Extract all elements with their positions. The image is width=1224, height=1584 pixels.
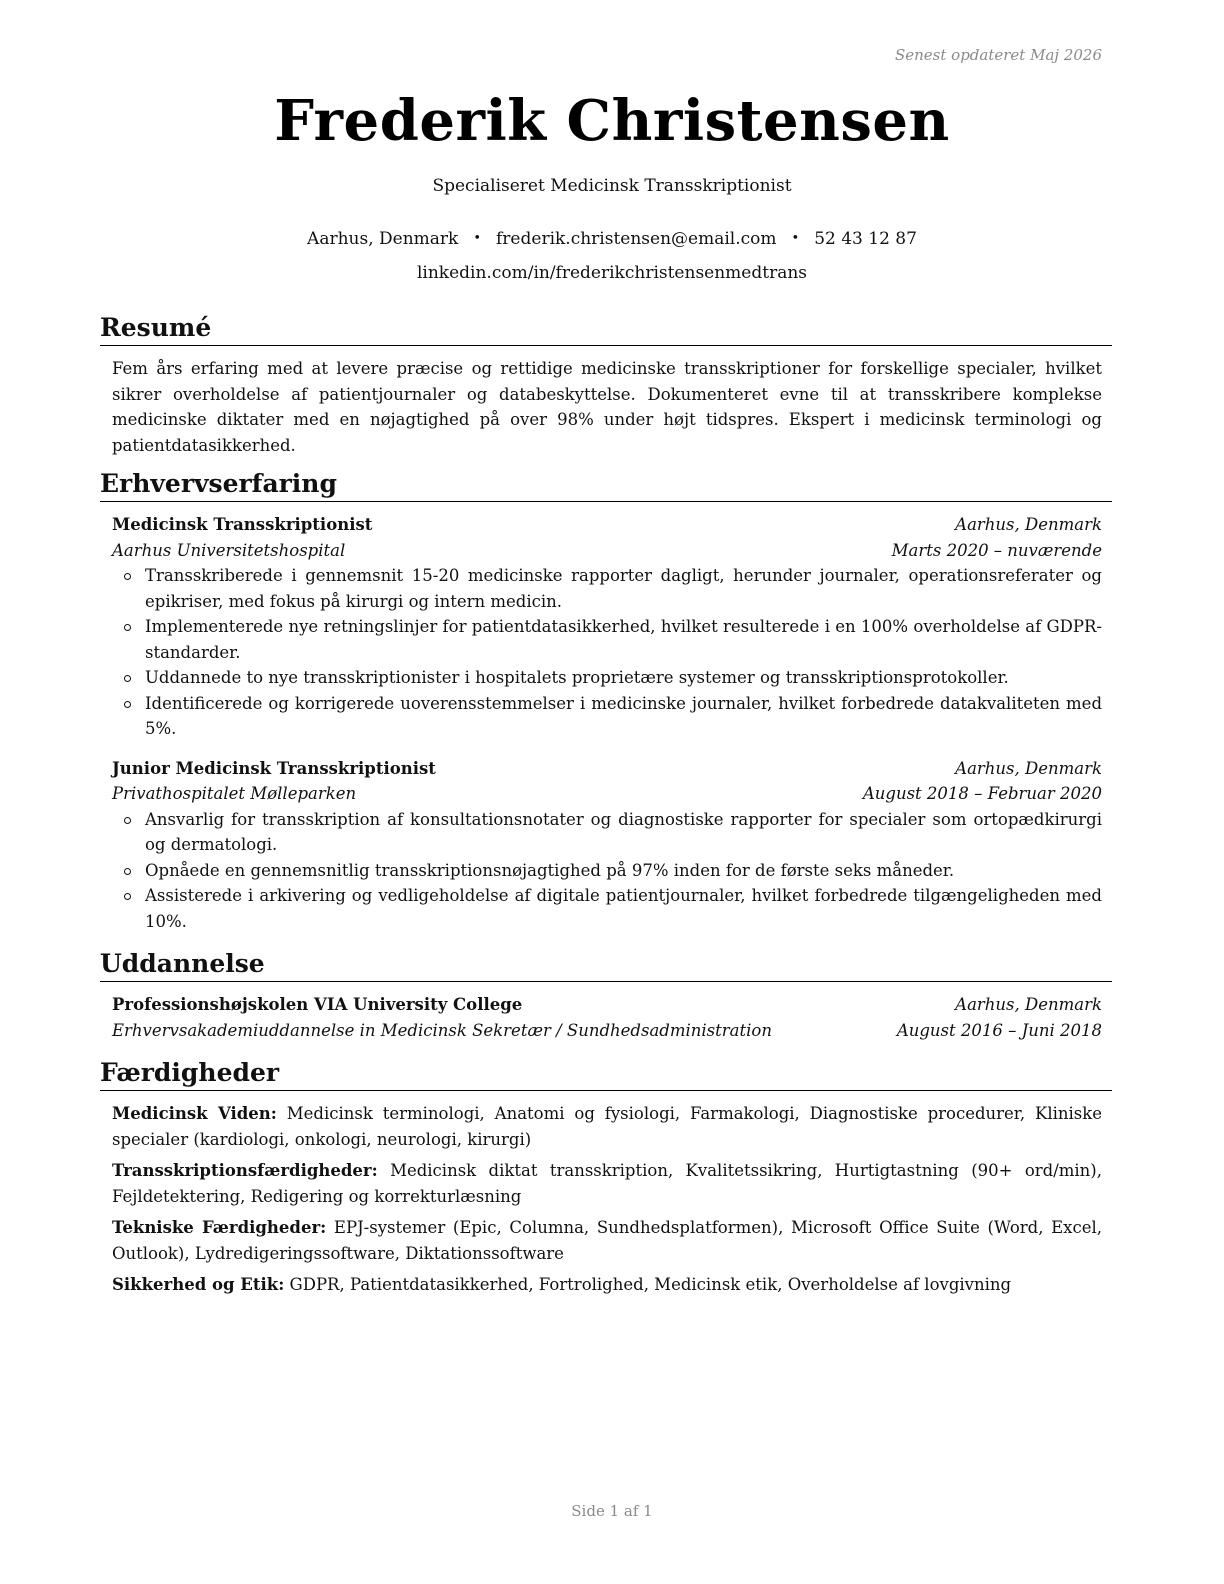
job-role: Junior Medicinsk Transskriptionist (112, 758, 436, 778)
bullet-item: Ansvarlig for transskription af konsultationsnotater og diagnostiske rapporter for specialer som ortopædkirurgi og dermatologi. (112, 807, 1102, 858)
skill-text: GDPR, Patientdatasikkerhed, Fortrolighed, Medicinsk etik, Overholdelse af lovgivning (289, 1275, 1012, 1294)
bullet-item: Assisterede i arkivering og vedligeholdelse af digitale patientjournaler, hvilket forbedrede tilgængeligheden med 10%. (112, 883, 1102, 934)
separator-dot: • (473, 231, 482, 246)
job-role: Medicinsk Transskriptionist (112, 515, 373, 534)
summary-text: Fem års erfaring med at levere præcise og rettidige medicinske transskriptioner for forskellige specialer, hvilket sikrer overholdelse af patientjournaler og databeskyttelse. Dokumenteret evne til at transskribere komplekse medicinske diktater med en nøjagtighed på over 98% under højt tidspres. Ekspert i medicinsk terminologi og patientdatasikkerhed. (112, 359, 1102, 455)
skill-text: Medicinsk diktat transskription, Kvalitetssikring, Hurtigtastning (90+ ord/min), Fejldetektering, Redigering og korrekturlæsning (112, 1161, 1102, 1206)
job-dates: August 2018 – Februar 2020 (862, 784, 1102, 803)
skills-section (100, 1057, 1112, 1298)
section-title-experience: Erhvervserfaring (100, 468, 1112, 502)
job-title: Specialiseret Medicinsk Transskriptionist (432, 176, 792, 196)
skill-text: Medicinsk terminologi, Anatomi og fysiologi, Farmakologi, Diagnostiske procedurer, Kliniske specialer (kardiologi, onkologi, neurologi, kirurgi) (112, 1104, 1103, 1149)
skill-row (112, 1272, 1102, 1298)
skill-label: Tekniske Færdigheder: (112, 1218, 327, 1237)
section-title-summary: Resumé (100, 312, 1112, 346)
bullet-item: Opnåede en gennemsnitlig transskriptionsnøjagtighed på 97% inden for de første seks måneder. (112, 858, 1102, 884)
job-bullets (112, 807, 1102, 935)
contact-email[interactable]: frederik.christensen@email.com (496, 229, 777, 249)
job-location: Aarhus, Denmark (955, 515, 1102, 534)
experience-section (100, 468, 1112, 934)
contact-phone: 52 43 12 87 (814, 229, 917, 249)
job-company: Privathospitalet Mølleparken (112, 784, 357, 803)
education-dates: August 2016 – Juni 2018 (896, 1020, 1102, 1040)
skill-label: Transskriptionsfærdigheder: (112, 1161, 378, 1180)
last-updated: Senest opdateret Maj 2026 (894, 46, 1102, 64)
summary-section (100, 312, 1112, 458)
job-bullets (112, 563, 1102, 742)
section-title-skills: Færdigheder (100, 1057, 1112, 1091)
skill-row (112, 1215, 1102, 1266)
section-title-education: Uddannelse (100, 948, 1112, 982)
skill-row (112, 1158, 1102, 1209)
bullet-item: Uddannede to nye transskriptionister i hospitalets proprietære systemer og transskriptionsprotokoller. (112, 665, 1102, 691)
education-section (100, 948, 1112, 1043)
job-entry (112, 756, 1102, 935)
contact-location: Aarhus, Denmark (307, 229, 459, 249)
linkedin-link[interactable]: linkedin.com/in/frederikchristensenmedtrans (416, 263, 808, 283)
education-entry (112, 992, 1102, 1043)
skill-text: EPJ-systemer (Epic, Columna, Sundhedsplatformen), Microsoft Office Suite (Word, Excel, Outlook), Lydredigeringssoftware, Diktationssoftware (112, 1218, 1103, 1263)
bullet-item: Transskriberede i gennemsnit 15-20 medicinske rapporter dagligt, herunder journaler, operationsreferater og epikriser, med fokus på kirurgi og intern medicin. (112, 563, 1102, 614)
contact-line (0, 229, 1224, 249)
separator-dot: • (791, 231, 800, 246)
skill-label: Medicinsk Viden: (112, 1104, 277, 1123)
job-dates: Marts 2020 – nuværende (891, 540, 1102, 560)
candidate-name: Frederik Christensen (274, 88, 950, 154)
school-name: Professionshøjskolen VIA University College (112, 995, 523, 1014)
bullet-item: Identificerede og korrigerede uoverensstemmelser i medicinske journaler, hvilket forbedrede datakvaliteten med 5%. (112, 691, 1102, 742)
school-location: Aarhus, Denmark (955, 995, 1102, 1014)
resume-body (100, 312, 1112, 1308)
job-company: Aarhus Universitetshospital (112, 540, 346, 560)
job-entry (112, 512, 1102, 742)
skill-row (112, 1101, 1102, 1152)
bullet-item: Implementerede nye retningslinjer for patientdatasikkerhed, hvilket resulterede i en 100% overholdelse af GDPR-standarder. (112, 614, 1102, 665)
degree: Erhvervsakademiuddannelse in Medicinsk Sekretær / Sundhedsadministration (112, 1020, 772, 1040)
page-number: Side 1 af 1 (571, 1502, 653, 1520)
skill-label: Sikkerhed og Etik: (112, 1275, 285, 1294)
job-location: Aarhus, Denmark (955, 758, 1102, 778)
